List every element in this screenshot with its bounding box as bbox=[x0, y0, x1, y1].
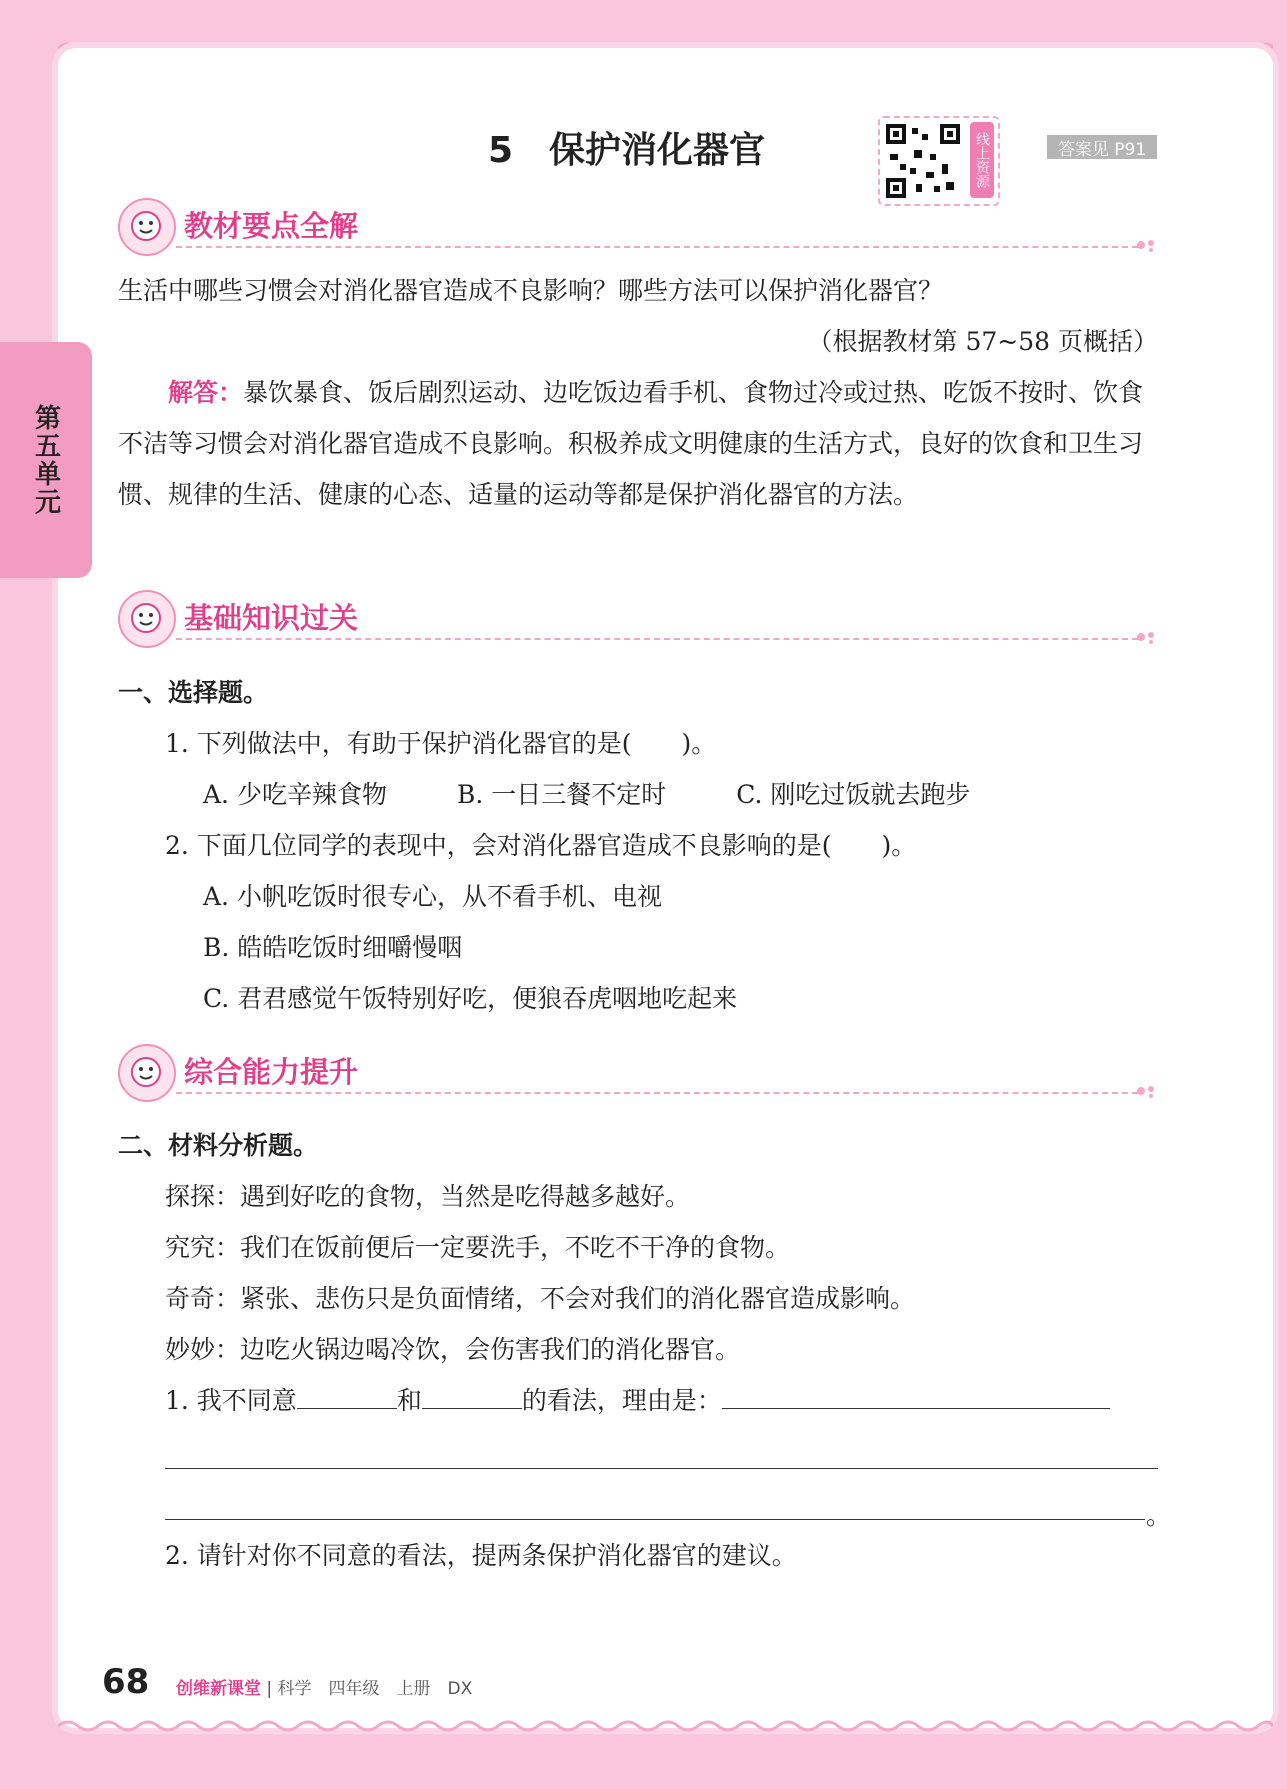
option-b[interactable]: B. 皓皓吃饭时细嚼慢咽 bbox=[203, 933, 463, 962]
answer-reference-badge: 答案见 P91 bbox=[1047, 135, 1157, 159]
statement-4: 妙妙：边吃火锅边喝冷饮，会伤害我们的消化器官。 bbox=[165, 1335, 741, 1364]
unit-side-tab bbox=[0, 342, 92, 578]
key-answer bbox=[118, 367, 1158, 520]
footer-book-info: | 科学 四年级 上册 DX bbox=[266, 1679, 473, 1699]
blank-name-2[interactable] bbox=[422, 1383, 522, 1409]
section-divider bbox=[176, 1092, 1138, 1094]
part2-heading: 二、材料分析题。 bbox=[118, 1131, 319, 1160]
decor-dots-icon bbox=[1136, 630, 1158, 644]
statement-1: 探探：遇到好吃的食物，当然是吃得越多越好。 bbox=[165, 1182, 691, 1211]
blank-name-1[interactable] bbox=[297, 1383, 397, 1409]
option-c[interactable]: C. 君君感觉午饭特别好吃，便狼吞虎咽地吃起来 bbox=[203, 984, 738, 1013]
fill-q1-prefix: 1. 我不同意 bbox=[165, 1386, 297, 1415]
fill-q1-suffix: 的看法，理由是： bbox=[521, 1386, 722, 1415]
section-header-basics bbox=[118, 590, 1158, 646]
key-question: 生活中哪些习惯会对消化器官造成不良影响？哪些方法可以保护消化器官？ bbox=[118, 276, 944, 305]
footer-info bbox=[176, 1674, 472, 1699]
section-heading: 综合能力提升 bbox=[184, 1055, 359, 1089]
mascot-icon bbox=[118, 1044, 176, 1102]
fill-question-1 bbox=[165, 1375, 1158, 1426]
wavy-border-bottom bbox=[58, 1718, 1273, 1734]
question-2-stem: 2. 下面几位同学的表现中，会对消化器官造成不良影响的是( )。 bbox=[165, 831, 917, 860]
answer-line-2[interactable] bbox=[165, 1468, 1158, 1469]
mascot-icon bbox=[118, 590, 176, 648]
answer-period: 。 bbox=[1146, 1501, 1172, 1530]
question-2-suggestion: 2. 请针对你不同意的看法，提两条保护消化器官的建议。 bbox=[165, 1541, 797, 1570]
answer-line-3[interactable] bbox=[165, 1519, 1145, 1520]
key-source-note: （根据教材第 57~58 页概括） bbox=[807, 327, 1158, 356]
option-a[interactable]: A. 小帆吃饭时很专心，从不看手机、电视 bbox=[203, 882, 662, 911]
question-1-stem: 1. 下列做法中，有助于保护消化器官的是( )。 bbox=[165, 729, 717, 758]
section-heading: 基础知识过关 bbox=[184, 601, 359, 635]
qr-resource-label: 线上资源 bbox=[970, 122, 994, 198]
blank-reason-line-1[interactable] bbox=[722, 1383, 1110, 1409]
option-b[interactable]: B. 一日三餐不定时 bbox=[456, 780, 667, 809]
qr-code-box[interactable] bbox=[878, 116, 1000, 206]
section-header-key-points bbox=[118, 198, 1158, 254]
statement-2: 究究：我们在饭前便后一定要洗手，不吃不干净的食物。 bbox=[165, 1233, 791, 1262]
qr-code-icon bbox=[886, 124, 960, 198]
fill-q1-and: 和 bbox=[396, 1386, 422, 1415]
page-number: 68 bbox=[102, 1662, 150, 1702]
part1-heading: 一、选择题。 bbox=[118, 678, 269, 707]
answer-text: 暴饮暴食、饭后剧烈运动、边吃饭边看手机、食物过冷或过热、吃饭不按时、饮食不洁等习惯会对消化器官造成不良影响。积极养成文明健康的生活方式，良好的饮食和卫生习惯、规律的生活、健康的心态、适量的运动等都是保护消化器官的方法。 bbox=[118, 378, 1144, 509]
decor-dots-icon bbox=[1136, 1084, 1158, 1098]
decor-dots-icon bbox=[1136, 238, 1158, 252]
option-a[interactable]: A. 少吃辛辣食物 bbox=[203, 780, 387, 809]
mascot-icon bbox=[118, 198, 176, 256]
section-divider bbox=[176, 246, 1138, 248]
section-heading: 教材要点全解 bbox=[184, 209, 359, 243]
answer-label: 解答： bbox=[168, 378, 244, 407]
section-header-advanced bbox=[118, 1044, 1158, 1100]
option-c[interactable]: C. 刚吃过饭就去跑步 bbox=[736, 780, 971, 809]
statement-3: 奇奇：紧张、悲伤只是负面情绪，不会对我们的消化器官造成影响。 bbox=[165, 1284, 916, 1313]
unit-tab-label: 第五单元 bbox=[30, 404, 61, 516]
section-divider bbox=[176, 638, 1138, 640]
question-1-options bbox=[203, 769, 970, 820]
lesson-title: 5 保护消化器官 bbox=[488, 130, 766, 171]
footer-brand: 创维新课堂 bbox=[176, 1679, 261, 1699]
